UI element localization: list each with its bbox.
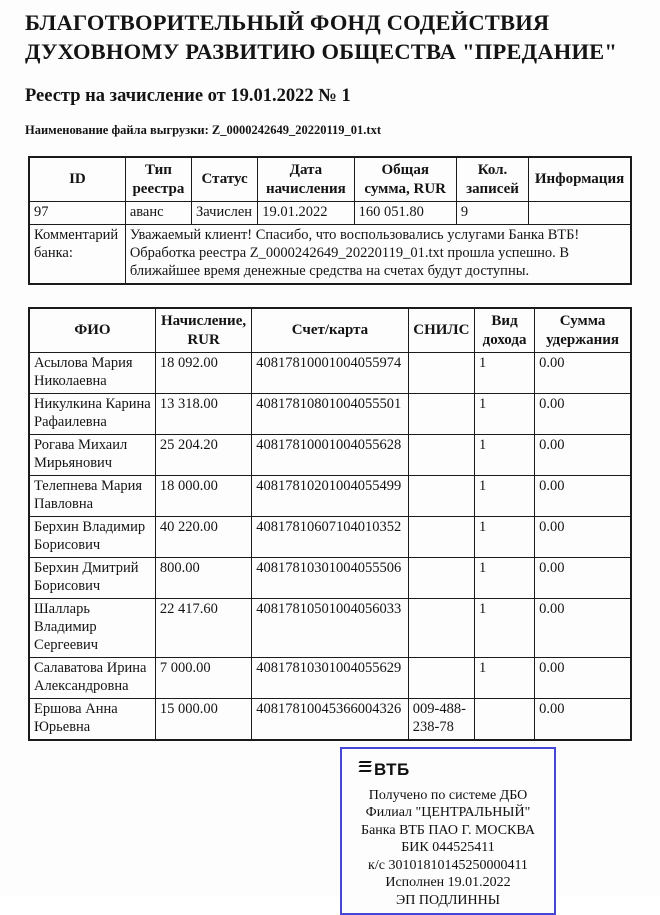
cell-account: 40817810045366004326 (252, 698, 409, 739)
cell-account: 40817810301004055506 (252, 557, 409, 598)
cell-fio: Никулкина Карина Рафаилевна (29, 394, 155, 435)
export-file-name: Z_0000242649_20220119_01.txt (211, 123, 381, 137)
cell-fio: Берхин Дмитрий Борисович (29, 557, 155, 598)
cell-account: 40817810801004055501 (252, 394, 409, 435)
registry-table (28, 156, 632, 285)
registry-cell-total: 160 051.80 (354, 202, 456, 225)
registry-cell-status: Зачислен (192, 202, 258, 225)
cell-snils (408, 394, 474, 435)
cell-snils (408, 435, 474, 476)
cell-amount: 800.00 (155, 557, 251, 598)
cell-snils (408, 557, 474, 598)
registry-cell-date: 19.01.2022 (258, 202, 354, 225)
cell-income-type: 1 (474, 557, 534, 598)
cell-income-type: 1 (474, 435, 534, 476)
cell-fio: Берхин Владимир Борисович (29, 517, 155, 558)
cell-snils (408, 657, 474, 698)
stamp-line-bank: Банка ВТБ ПАО Г. МОСКВА (361, 822, 535, 838)
cell-amount: 18 000.00 (155, 476, 251, 517)
cell-account: 40817810301004055629 (252, 657, 409, 698)
cell-amount: 22 417.60 (155, 598, 251, 657)
payment-row (29, 353, 631, 394)
cell-account: 40817810201004055499 (252, 476, 409, 517)
cell-withhold: 0.00 (535, 657, 631, 698)
registry-cell-info (529, 202, 631, 225)
registry-header-date: Дата начисления (258, 157, 354, 202)
registry-header-type: Тип реестра (125, 157, 191, 202)
cell-income-type: 1 (474, 394, 534, 435)
registry-cell-id: 97 (29, 202, 125, 225)
bank-comment-text: Уважаемый клиент! Спасибо, что воспользовались услугами Банка ВТБ! Обработка реестра Z_0000242649_20220119_01.txt прошла успешно. В ближайшее время денежные средства на счетах будут доступны. (125, 225, 631, 284)
cell-withhold: 0.00 (535, 435, 631, 476)
cell-amount: 7 000.00 (155, 657, 251, 698)
cell-snils (408, 517, 474, 558)
cell-income-type (474, 698, 534, 739)
cell-fio: Салаватова Ирина Александровна (29, 657, 155, 698)
cell-withhold: 0.00 (535, 598, 631, 657)
payment-row (29, 657, 631, 698)
cell-account: 40817810501004056033 (252, 598, 409, 657)
cell-account: 40817810607104010352 (252, 517, 409, 558)
cell-fio: Шалларь Владимир Сергеевич (29, 598, 155, 657)
cell-withhold: 0.00 (535, 476, 631, 517)
registry-header-count: Кол. записей (456, 157, 528, 202)
export-file-line (25, 123, 632, 138)
payments-header-snils: СНИЛС (408, 308, 474, 353)
page-title: БЛАГОТВОРИТЕЛЬНЫЙ ФОНД СОДЕЙСТВИЯ ДУХОВНОМУ РАЗВИТИЮ ОБЩЕСТВА "ПРЕДАНИЕ" (25, 10, 618, 64)
payments-header-row (29, 308, 631, 353)
payment-row (29, 598, 631, 657)
registry-cell-type: аванс (125, 202, 191, 225)
payment-row (29, 698, 631, 739)
cell-amount: 18 092.00 (155, 353, 251, 394)
registry-header-id: ID (29, 157, 125, 202)
cell-snils: 009-488-238-78 (408, 698, 474, 739)
registry-header-status: Статус (192, 157, 258, 202)
cell-withhold: 0.00 (535, 394, 631, 435)
stamp-line-bik: БИК 044525411 (401, 840, 495, 856)
cell-withhold: 0.00 (535, 353, 631, 394)
cell-snils (408, 598, 474, 657)
cell-withhold: 0.00 (535, 698, 631, 739)
payments-table (28, 307, 632, 741)
cell-income-type: 1 (474, 353, 534, 394)
stamp-text-block (342, 787, 554, 910)
cell-withhold: 0.00 (535, 557, 631, 598)
cell-amount: 13 318.00 (155, 394, 251, 435)
cell-income-type: 1 (474, 517, 534, 558)
payment-row (29, 394, 631, 435)
cell-income-type: 1 (474, 598, 534, 657)
payment-row (29, 517, 631, 558)
cell-amount: 25 204.20 (155, 435, 251, 476)
cell-fio: Ершова Анна Юрьевна (29, 698, 155, 739)
bank-comment-label: Комментарий банка: (29, 225, 125, 284)
cell-amount: 15 000.00 (155, 698, 251, 739)
export-file-label: Наименование файла выгрузки: (25, 123, 209, 137)
stamp-line-corr-account: к/с 30101810145250000411 (368, 857, 528, 873)
cell-withhold: 0.00 (535, 517, 631, 558)
stamp-line-received: Получено по системе ДБО (368, 787, 528, 803)
payment-row (29, 476, 631, 517)
payments-header-income-type: Вид дохода (474, 308, 534, 353)
cell-income-type: 1 (474, 476, 534, 517)
cell-snils (408, 476, 474, 517)
payment-row (29, 435, 631, 476)
cell-account: 40817810001004055974 (252, 353, 409, 394)
payment-row (29, 557, 631, 598)
registry-cell-count: 9 (456, 202, 528, 225)
registry-header-total: Общая сумма, RUR (354, 157, 456, 202)
registry-header-info: Информация (529, 157, 631, 202)
payments-header-withhold: Сумма удержания (535, 308, 631, 353)
cell-income-type: 1 (474, 657, 534, 698)
cell-account: 40817810001004055628 (252, 435, 409, 476)
vtb-stripes-icon (359, 760, 371, 774)
registry-header-row (29, 157, 631, 202)
cell-fio: Рогава Михаил Мирьянович (29, 435, 155, 476)
registry-row (29, 202, 631, 225)
payments-header-fio: ФИО (29, 308, 155, 353)
stamp-line-signature: ЭП ПОДЛИННЫ (396, 892, 500, 908)
stamp-line-executed: Исполнен 19.01.2022 (385, 875, 511, 891)
bank-comment-row (29, 225, 631, 284)
cell-fio: Асылова Мария Николаевна (29, 353, 155, 394)
payments-header-amount: Начисление, RUR (155, 308, 251, 353)
cell-amount: 40 220.00 (155, 517, 251, 558)
registry-subtitle: Реестр на зачисление от 19.01.2022 № 1 (25, 86, 351, 106)
cell-fio: Телепнева Мария Павловна (29, 476, 155, 517)
vtb-logo (359, 760, 554, 780)
vtb-stamp (340, 747, 556, 915)
payments-header-account: Счет/карта (252, 308, 409, 353)
vtb-logo-text: ВТБ (374, 759, 410, 779)
stamp-line-branch: Филиал "ЦЕНТРАЛЬНЫЙ" (365, 805, 531, 821)
cell-snils (408, 353, 474, 394)
